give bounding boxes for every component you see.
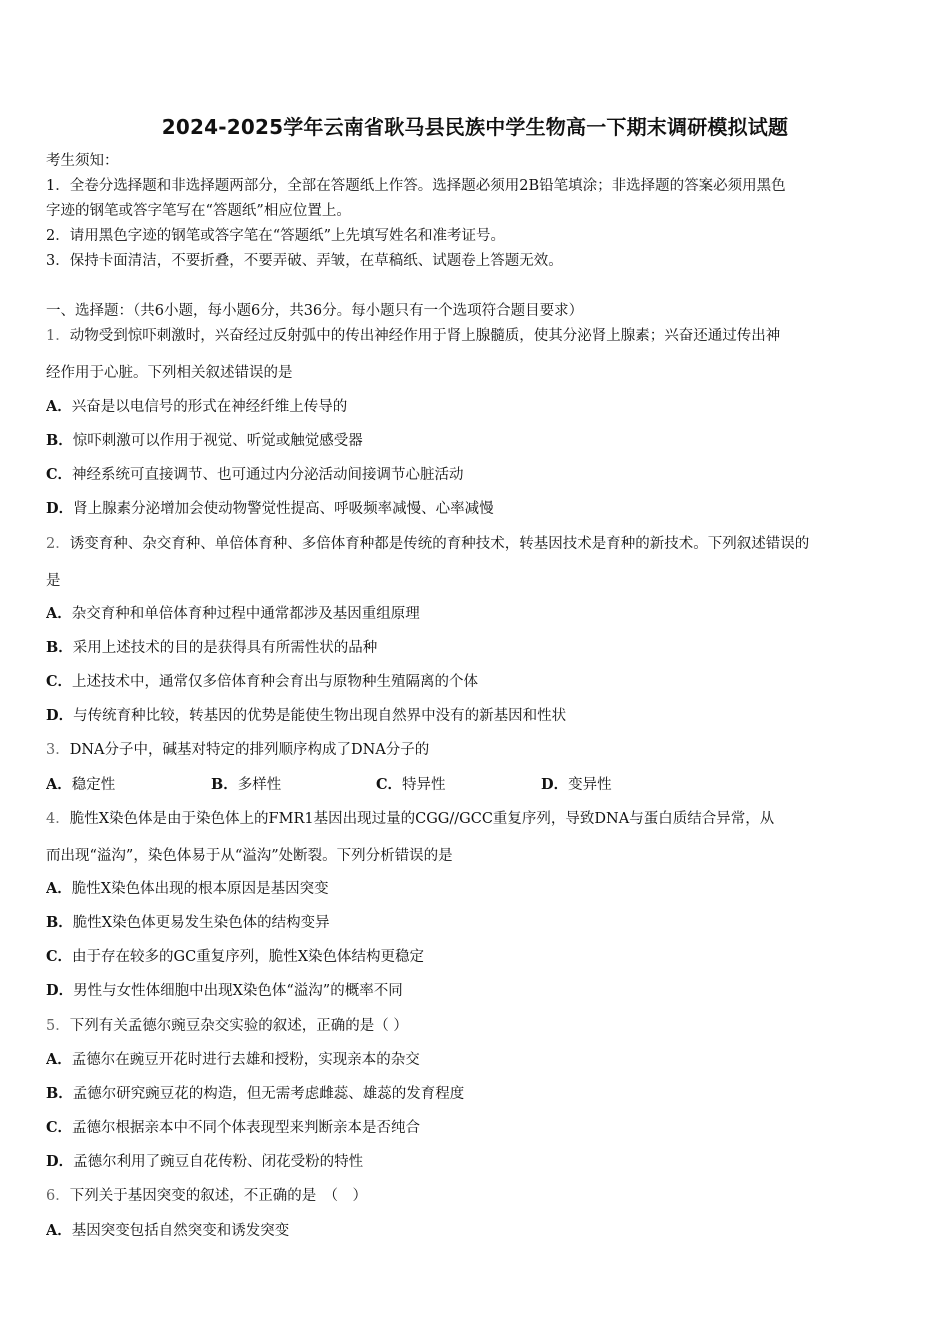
option-d: D．肾上腺素分泌增加会使动物警觉性提高、呼吸频率减慢、心率减慢 — [46, 500, 494, 517]
question-1 — [46, 326, 908, 346]
notice-item: 3．保持卡面清洁，不要折叠，不要弄破、弄皱，在草稿纸、试题卷上答题无效。 — [46, 253, 563, 269]
notice-heading: 考生须知： — [46, 153, 119, 169]
question-2 — [46, 534, 908, 554]
option-c: C．神经系统可直接调节、也可通过内分泌活动间接调节心脏活动 — [46, 466, 464, 483]
option-a: A．脆性X染色体出现的根本原因是基因突变 — [46, 880, 329, 897]
question-3 — [46, 740, 908, 760]
question-stem-cont: 而出现“溢沟”，染色体易于从“溢沟”处断裂。下列分析错误的是 — [46, 848, 453, 864]
option-c: C．孟德尔根据亲本中不同个体表现型来判断亲本是否纯合 — [46, 1119, 421, 1136]
question-stem-cont: 经作用于心脏。下列相关叙述错误的是 — [46, 365, 293, 381]
option-c: C．由于存在较多的GC重复序列，脆性X染色体结构更稳定 — [46, 948, 425, 965]
option-d: D．男性与女性体细胞中出现X染色体“溢沟”的概率不同 — [46, 982, 403, 999]
option-d: D．与传统育种比较，转基因的优势是能使生物出现自然界中没有的新基因和性状 — [46, 707, 567, 724]
question-number: 3． — [46, 742, 70, 758]
question-number: 2． — [46, 536, 70, 552]
question-stem: 诱变育种、杂交育种、单倍体育种、多倍体育种都是传统的育种技术，转基因技术是育种的新技术。下列叙述错误的 — [69, 536, 810, 552]
option-d: D．孟德尔利用了豌豆自花传粉、闭花受粉的特性 — [46, 1153, 364, 1170]
question-6 — [46, 1186, 908, 1206]
question-number: 6． — [46, 1188, 70, 1204]
option-b: B．多样性 — [211, 776, 282, 793]
option-d: D．变异性 — [541, 776, 612, 793]
option-a: A．兴奋是以电信号的形式在神经纤维上传导的 — [46, 398, 348, 415]
options-row — [46, 775, 908, 795]
option-b: B．采用上述技术的目的是获得具有所需性状的品种 — [46, 639, 378, 656]
question-stem: DNA分子中，碱基对特定的排列顺序构成了DNA分子的 — [69, 742, 430, 758]
option-b: B．脆性X染色体更易发生染色体的结构变异 — [46, 914, 330, 931]
page-title: 2024-2025学年云南省耿马县民族中学生物高一下期末调研模拟试题 — [161, 115, 789, 139]
option-c: C．特异性 — [376, 776, 446, 793]
question-stem: 动物受到惊吓刺激时，兴奋经过反射弧中的传出神经作用于肾上腺髓质，使其分泌肾上腺素；兴奋还通过传出神 — [69, 328, 781, 344]
option-a: A．孟德尔在豌豆开花时进行去雄和授粉，实现亲本的杂交 — [46, 1051, 420, 1068]
question-5 — [46, 1016, 908, 1036]
question-4 — [46, 809, 908, 829]
option-a: A．杂交育种和单倍体育种过程中通常都涉及基因重组原理 — [46, 605, 420, 622]
notice-item: 字迹的钢笔或答字笔写在“答题纸”相应位置上。 — [46, 203, 351, 219]
option-b: B．惊吓刺激可以作用于视觉、听觉或触觉感受器 — [46, 432, 363, 449]
question-number: 1． — [46, 328, 70, 344]
option-b: B．孟德尔研究豌豆花的构造，但无需考虑雌蕊、雄蕊的发育程度 — [46, 1085, 465, 1102]
question-stem: 脆性X染色体是由于染色体上的FMR1基因出现过量的CGG//GCC重复序列，导致DNA与蛋白质结合异常，从 — [69, 811, 775, 827]
question-number: 4． — [46, 811, 70, 827]
question-stem: 下列有关孟德尔豌豆杂交实验的叙述，正确的是（ ） — [69, 1018, 408, 1034]
option-c: C．上述技术中，通常仅多倍体育种会育出与原物种生殖隔离的个体 — [46, 673, 479, 690]
notice-item: 1．全卷分选择题和非选择题两部分，全部在答题纸上作答。选择题必须用2B铅笔填涂；非选择题的答案必须用黑色 — [46, 178, 786, 194]
section-heading: 一、选择题：（共6小题，每小题6分，共36分。每小题只有一个选项符合题目要求） — [46, 303, 584, 319]
question-stem: 下列关于基因突变的叙述，不正确的是 （ ） — [69, 1188, 367, 1204]
notice-item: 2．请用黑色字迹的钢笔或答字笔在“答题纸”上先填写姓名和准考证号。 — [46, 228, 506, 244]
option-a: A．基因突变包括自然突变和诱发突变 — [46, 1222, 290, 1239]
question-number: 5． — [46, 1018, 70, 1034]
option-a: A．稳定性 — [46, 776, 116, 793]
question-stem-cont: 是 — [46, 573, 61, 589]
